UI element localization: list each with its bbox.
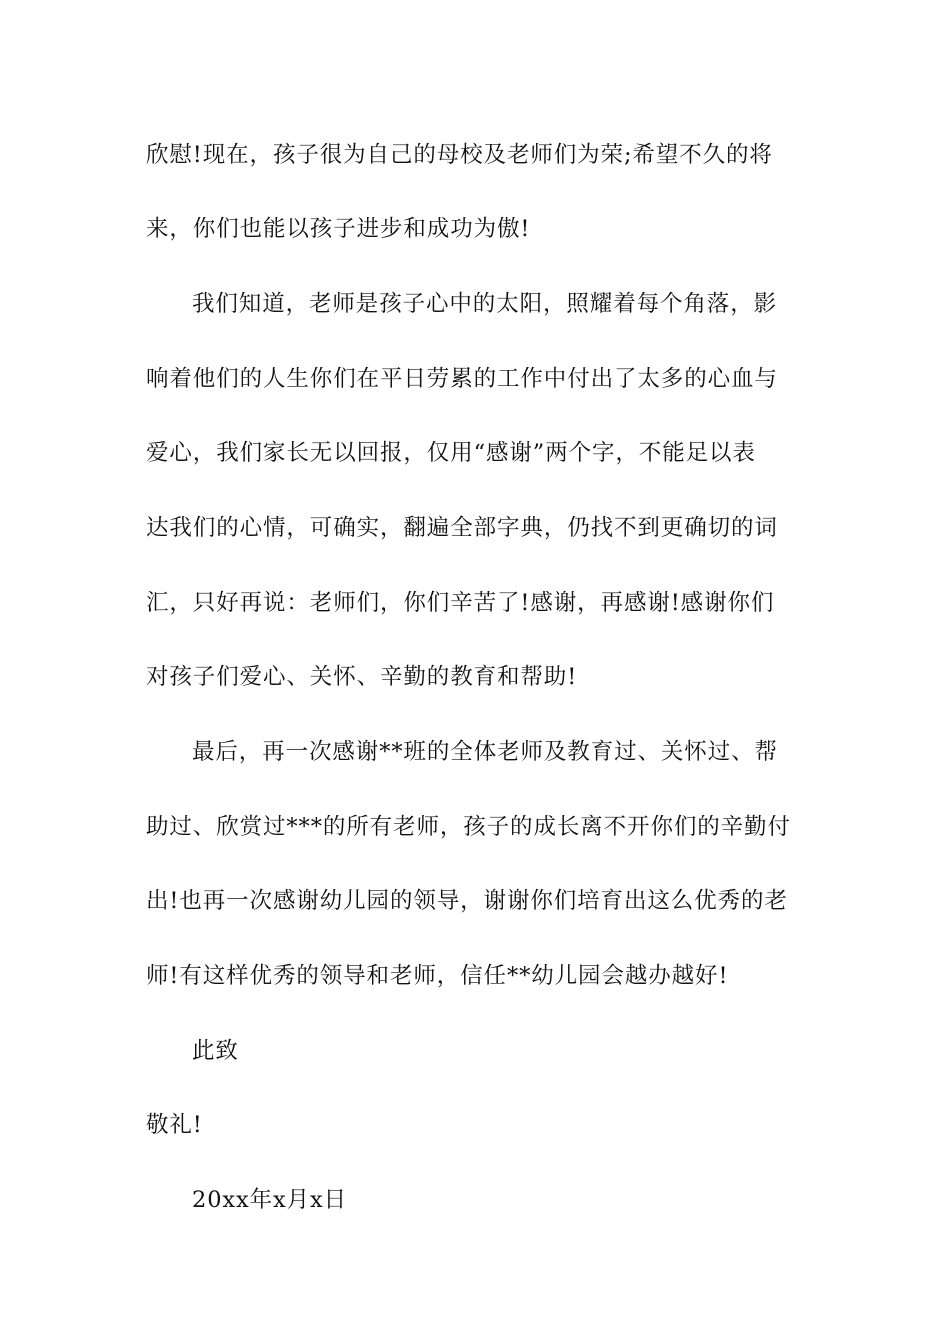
- closing-salutation: 此致: [192, 1038, 239, 1064]
- paragraph-line: 师!有这样优秀的领导和老师，信任**幼儿园会越办越好!: [146, 963, 729, 989]
- paragraph-line: 我们知道，老师是孩子心中的太阳，照耀着每个角落，影: [192, 291, 778, 317]
- paragraph-line: 来，你们也能以孩子进步和成功为傲!: [146, 216, 531, 242]
- paragraph-line: 欣慰!现在，孩子很为自己的母校及老师们为荣;希望不久的将: [146, 142, 773, 168]
- paragraph-line: 汇，只好再说：老师们，你们辛苦了!感谢，再感谢!感谢你们: [146, 590, 775, 616]
- paragraph-line: 达我们的心情，可确实，翻遍全部字典，仍找不到更确切的词: [146, 515, 778, 541]
- paragraph-line: 对孩子们爱心、关怀、辛勤的教育和帮助!: [146, 664, 578, 690]
- paragraph-line: 响着他们的人生你们在平日劳累的工作中付出了太多的心血与: [146, 366, 778, 392]
- closing-regards: 敬礼!: [146, 1112, 203, 1138]
- paragraph-line: 最后，再一次感谢**班的全体老师及教育过、关怀过、帮: [192, 739, 778, 765]
- letter-date: 20xx年x月x日: [192, 1187, 347, 1213]
- paragraph-line: 助过、欣赏过***的所有老师，孩子的成长离不开你们的辛勤付: [146, 814, 791, 840]
- paragraph-line: 爱心，我们家长无以回报，仅用“感谢”两个字，不能足以表: [146, 440, 756, 466]
- paragraph-line: 出!也再一次感谢幼儿园的领导，谢谢你们培育出这么优秀的老: [146, 888, 788, 914]
